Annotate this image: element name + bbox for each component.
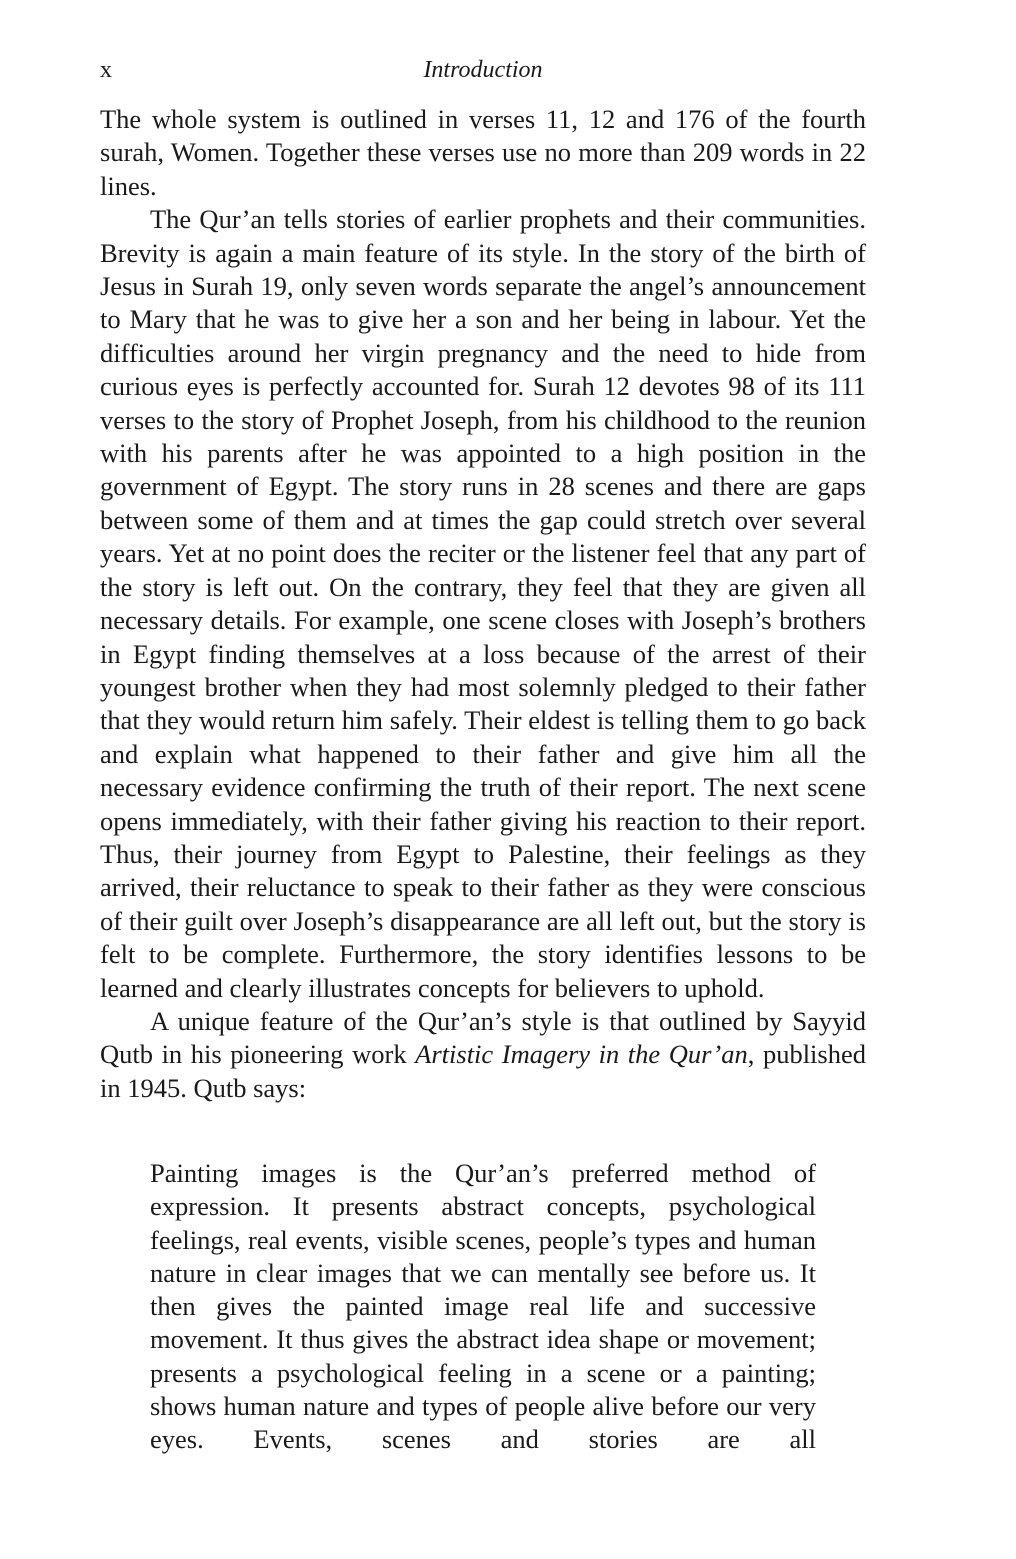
running-head bbox=[100, 54, 866, 86]
paragraph-3 bbox=[100, 1005, 866, 1105]
paragraph-1: The whole system is outlined in verses 11, 12 and 176 of the fourth surah, Women. Together these verses use no more than 209 words in 22 lines. bbox=[100, 104, 866, 201]
paragraph-2: The Qur’an tells stories of earlier prophets and their communities. Brevity is again a main feature of its style. In the story of the birth of Jesus in Surah 19, only seven words separate the angel’s announcement to Mary that he was to give her a son and her being in labour. Yet the difficulties around her virgin pregnancy and the need to hide from curious eyes is perfectly accounted for. Surah 12 devotes 98 of its 111 verses to the story of Prophet Joseph, from his childhood to the reunion with his parents after he was appointed to a high position in the government of Egypt. The story runs in 28 scenes and there are gaps between some of them and at times the gap could stretch over several years. Yet at no point does the reciter or the listener feel that any part of the story is left out. On the contrary, they feel that they are given all necessary details. For example, one scene closes with Joseph’s brothers in Egypt finding themselves at a loss because of the arrest of their youngest brother when they had most solemnly pledged to their father that they would return him safely. Their eldest is telling them to go back and explain what happened to their father and give him all the necessary evidence confirming the truth of their report. The next scene opens immediately, with their father giving his reaction to their report. Thus, their journey from Egypt to Palestine, their feelings as they arrived, their reluctance to speak to their father as they were conscious of their guilt over Joseph’s disappearance are all left out, but the story is felt to be complete. Furthermore, the story identifies lessons to be learned and clearly illustrates concepts for believers to uphold. bbox=[100, 204, 866, 1003]
block-quote: Painting images is the Qur’an’s preferred method of expression. It presents abstract concepts, psychological feelings, real events, visible scenes, people’s types and human nature in clear images that we can mentally see before us. It then gives the painted image real life and successive movement. It thus gives the abstract idea shape or movement; presents a psychological feeling in a scene or a painting; shows human nature and types of people alive before our very eyes. Events, scenes and stories are all bbox=[150, 1158, 816, 1455]
book-title: Artistic Imagery in the Qur’an bbox=[415, 1039, 748, 1070]
page-number: x bbox=[100, 57, 112, 83]
body-text bbox=[100, 103, 866, 1105]
paragraph-3-text-before: A unique feature of the Qur’an’s style is that outlined by Sayyid Qutb in his pioneering work bbox=[100, 1005, 866, 1070]
paragraph-3-text-after: , published in 1945. Qutb says: bbox=[100, 1039, 866, 1103]
running-head-title: Introduction bbox=[423, 57, 543, 83]
